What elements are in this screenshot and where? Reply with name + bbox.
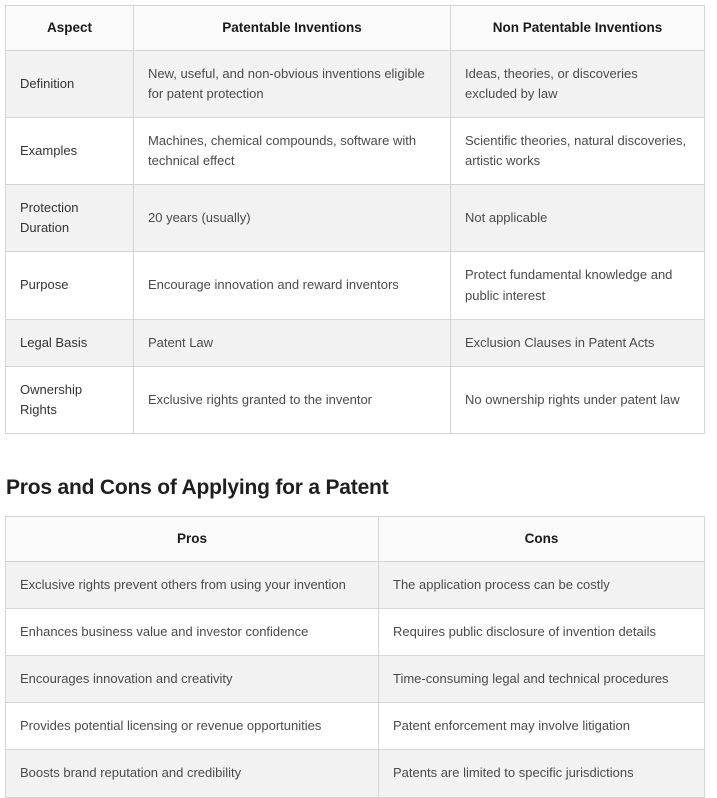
table-row [6, 656, 705, 703]
table-row [6, 608, 705, 655]
cell-aspect: Ownership Rights [6, 366, 134, 433]
cell-non-patentable: Not applicable [451, 185, 705, 252]
pros-and-cons-table [5, 516, 705, 797]
column-header-pros: Pros [6, 517, 379, 562]
cell-patentable: Machines, chemical compounds, software with technical effect [134, 117, 451, 184]
table-row [6, 50, 705, 117]
table-header-row [6, 6, 705, 51]
column-header-aspect: Aspect [6, 6, 134, 51]
cell-pro: Exclusive rights prevent others from using your invention [6, 561, 379, 608]
cell-patentable: 20 years (usually) [134, 185, 451, 252]
cell-con: The application process can be costly [379, 561, 705, 608]
comparison-table-body [6, 50, 705, 434]
cell-con: Patent enforcement may involve litigation [379, 703, 705, 750]
comparison-table-head [6, 6, 705, 51]
proscons-table-body [6, 561, 705, 797]
cell-con: Time-consuming legal and technical procedures [379, 656, 705, 703]
cell-con: Patents are limited to specific jurisdictions [379, 750, 705, 797]
cell-patentable: Encourage innovation and reward inventors [134, 252, 451, 319]
cell-patentable: Exclusive rights granted to the inventor [134, 366, 451, 433]
cell-pro: Enhances business value and investor confidence [6, 608, 379, 655]
table-row [6, 561, 705, 608]
cell-patentable: New, useful, and non-obvious inventions eligible for patent protection [134, 50, 451, 117]
column-header-cons: Cons [379, 517, 705, 562]
cell-non-patentable: Protect fundamental knowledge and public interest [451, 252, 705, 319]
table-row [6, 703, 705, 750]
cell-non-patentable: Scientific theories, natural discoveries, artistic works [451, 117, 705, 184]
cell-aspect: Examples [6, 117, 134, 184]
cell-pro: Provides potential licensing or revenue opportunities [6, 703, 379, 750]
table-row [6, 319, 705, 366]
cell-non-patentable: Ideas, theories, or discoveries excluded by law [451, 50, 705, 117]
table-row [6, 185, 705, 252]
cell-non-patentable: No ownership rights under patent law [451, 366, 705, 433]
cell-aspect: Definition [6, 50, 134, 117]
column-header-non-patentable-inventions: Non Patentable Inventions [451, 6, 705, 51]
table-row [6, 750, 705, 797]
cell-aspect: Legal Basis [6, 319, 134, 366]
column-header-patentable-inventions: Patentable Inventions [134, 6, 451, 51]
pros-and-cons-heading-wrapper [5, 475, 704, 500]
table-row [6, 366, 705, 433]
cell-aspect: Protection Duration [6, 185, 134, 252]
cell-pro: Encourages innovation and creativity [6, 656, 379, 703]
proscons-table-head [6, 517, 705, 562]
cell-patentable: Patent Law [134, 319, 451, 366]
table-row [6, 117, 705, 184]
table-header-row [6, 517, 705, 562]
table-row [6, 252, 705, 319]
cell-pro: Boosts brand reputation and credibility [6, 750, 379, 797]
cell-aspect: Purpose [6, 252, 134, 319]
patentable-vs-non-patentable-comparison-table [5, 5, 705, 434]
cell-non-patentable: Exclusion Clauses in Patent Acts [451, 319, 705, 366]
cell-con: Requires public disclosure of invention details [379, 608, 705, 655]
page-title-pros-and-cons: Pros and Cons of Applying for a Patent [6, 476, 389, 500]
